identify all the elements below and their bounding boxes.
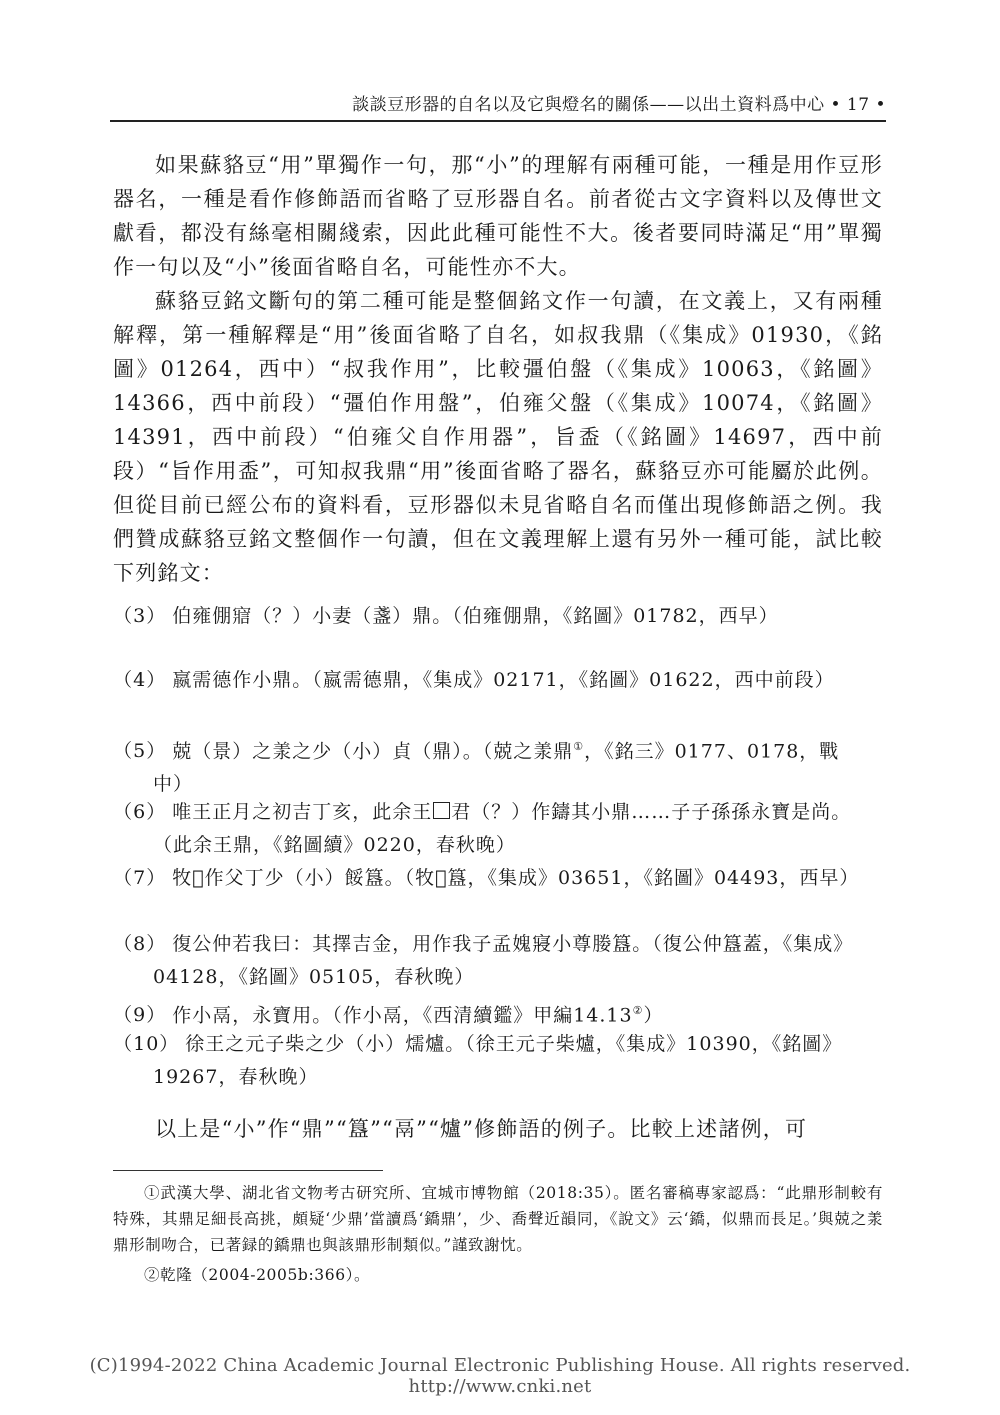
example-5: （5） 兢（景）之羕之少（小）貞（鼎）。（兢之羕鼎①，《銘三》0177、0178，戰中） (113, 740, 840, 796)
example-6: （6） 唯王正月之初吉丁亥，此余王 君（？）作鑄其小鼎……子子孫孫永寶是尚。（此余王鼎，《銘圖續》0220，春秋晚） (113, 801, 852, 856)
missing-character-box (433, 802, 450, 819)
body-paragraph-1: 如果蘇貉豆“用”單獨作一句，那“小”的理解有兩種可能，一種是用作豆形器名，一種是看作修飾語而省略了豆形器自名。前者從古文字資料以及傳世文獻看，都没有絲毫相關綫索，因此此種可能性不大。後者要同時滿足“用”單獨作一句以及“小”後面省略自名，可能性亦不大。 (113, 153, 883, 279)
running-title: 談談豆形器的自名以及它與燈名的關係——以出土資料爲中心 (352, 95, 825, 115)
body-paragraph-2: 蘇貉豆銘文斷句的第二種可能是整個銘文作一句讀，在文義上，又有兩種解釋，第一種解釋是“用”後面省略了自名，如叔我鼎（《集成》01930，《銘圖》01264，西中）“叔我作用”，比較彊伯盤（《集成》10063，《銘圖》14366，西中前段）“彊伯作用盤”，伯雍父盤（《集成》10074，《銘圖》14391，西中前段）“伯雍父自作用器”，旨盉（《銘圖》14697，西中前段）“旨作用盉”，可知叔我鼎“用”後面省略了器名，蘇貉豆亦可能屬於此例。但從目前已經公布的資料看，豆形器似未見省略自名而僅出現修飾語之例。我們贊成蘇貉豆銘文整個作一句讀，但在文義理解上還有另外一種可能，試比較下列銘文： (113, 289, 883, 585)
copyright-footer: (C)1994-2022 China Academic Journal Electronic Publishing House. All rights reserved. http://www.cnki.net (89, 1355, 911, 1397)
example-8: （8） 復公仲若我曰：其擇吉金，用作我子孟媿寢小尊媵簋。（復公仲簋蓋，《集成》04128，《銘圖》05105，春秋晚） (113, 933, 854, 988)
example-9: （9） 作小鬲，永寶用。（作小鬲，《西清續鑑》甲編14.13②） (113, 1004, 664, 1027)
example-10: （10） 徐王之元子柴之少（小）燸爐。（徐王元子柴爐，《集成》10390，《銘圖》19267，春秋晚） (113, 1033, 843, 1088)
footnote-ref-1[interactable]: ① (573, 740, 585, 753)
footnote-1: ①武漢大學、湖北省文物考古研究所、宜城市博物館（2018:35）。匿名審稿專家認爲：“此鼎形制較有特殊，其鼎足細長高挑，頗疑‘少鼎’當讀爲‘鐈鼎’，少、喬聲近韻同，《說文》云‘鐈，似鼎而長足。’與兢之羕鼎形制吻合，已著録的鐈鼎也與該鼎形制類似。”謹致謝忱。 (113, 1184, 883, 1254)
footnote-2: ②乾隆（2004-2005b:366）。 (144, 1266, 371, 1284)
body-paragraph-3: 以上是“小”作“鼎”“簋”“鬲”“爐”修飾語的例子。比較上述諸例，可 (155, 1117, 808, 1141)
example-3: （3） 伯雍倗寣（？）小妻（盞）鼎。（伯雍倗鼎，《銘圖》01782，西早） (113, 605, 779, 627)
running-header (110, 92, 886, 122)
page-number: • 17 • (830, 95, 886, 115)
example-4: （4） 嬴需德作小鼎。（嬴需德鼎，《集成》02171，《銘圖》01622，西中前段） (113, 669, 835, 691)
footnote-ref-2[interactable]: ② (632, 1004, 644, 1017)
example-7: （7） 牧𰯌作父丁少（小）餒簋。（牧𰯌簋，《集成》03651，《銘圖》04493，西早） (113, 867, 860, 889)
footnote-divider (113, 1170, 383, 1171)
